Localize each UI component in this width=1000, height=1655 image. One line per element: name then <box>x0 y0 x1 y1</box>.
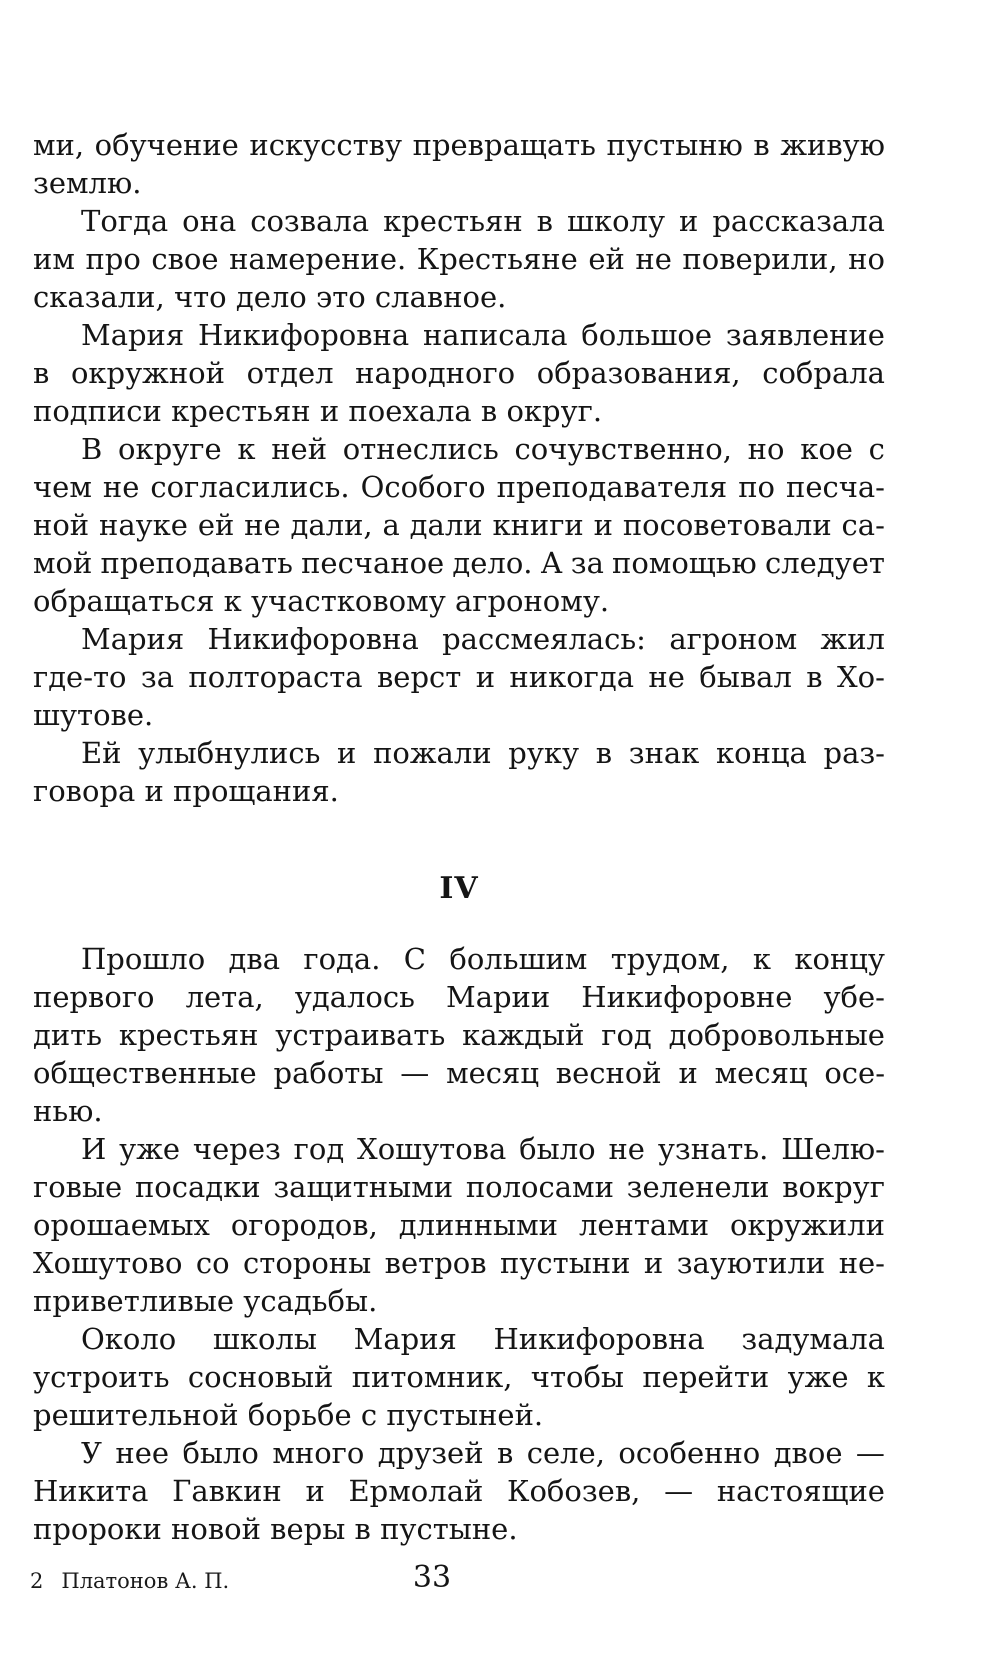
text-line: общественные работы — месяц весной и месяц осе- <box>33 1056 885 1090</box>
text-line: подписи крестьян и поехала в округ. <box>33 394 603 428</box>
text-line: Мария Никифоровна рассмеялась: агроном жил <box>81 622 885 656</box>
paragraph <box>33 1434 885 1548</box>
text-line: приветливые усадьбы. <box>33 1284 378 1318</box>
text-line: В округе к ней отнеслись сочувственно, но кое с <box>81 432 885 466</box>
text-line: Ей улыбнулись и пожали руку в знак конца раз- <box>81 736 885 770</box>
text-line: мой преподавать песчаное дело. А за помощью следует <box>33 546 885 580</box>
text-line: шутове. <box>33 698 154 732</box>
text-line: дить крестьян устраивать каждый год добровольные <box>33 1018 885 1052</box>
text-line: обращаться к участковому агроному. <box>33 584 610 618</box>
text-line: Хошутово со стороны ветров пустыни и зауютили не- <box>33 1246 885 1280</box>
section-heading: IV <box>439 871 479 906</box>
text-line: где-то за полтораста верст и никогда не бывал в Хо- <box>33 660 885 694</box>
text-line: нью. <box>33 1094 103 1128</box>
paragraph <box>33 126 885 202</box>
text-line: Никита Гавкин и Ермолай Кобозев, — настоящие <box>33 1474 885 1508</box>
text-line: чем не согласились. Особого преподавателя по песча- <box>33 470 885 504</box>
text-line: Тогда она созвала крестьян в школу и рассказала <box>81 204 885 238</box>
paragraph <box>33 620 885 734</box>
printer-signature <box>30 1566 229 1596</box>
paragraph <box>33 1130 885 1320</box>
paragraph <box>33 734 885 810</box>
text-line: решительной борьбе с пустыней. <box>33 1398 544 1432</box>
text-line: устроить сосновый питомник, чтобы перейти уже к <box>33 1360 885 1394</box>
text-line: в окружной отдел народного образования, собрала <box>33 356 885 390</box>
text-line: говые посадки защитными полосами зеленели вокруг <box>33 1170 885 1204</box>
text-line: сказали, что дело это славное. <box>33 280 507 314</box>
page-number: 33 <box>412 1560 452 1595</box>
signature-number: 2 <box>30 1569 44 1593</box>
text-line: Около школы Мария Никифоровна задумала <box>81 1322 885 1356</box>
paragraph <box>33 940 885 1130</box>
text-line: И уже через год Хошутова было не узнать. Шелю- <box>81 1132 885 1166</box>
signature-author: Платонов А. П. <box>61 1569 230 1593</box>
text-line: ной науке ей не дали, а дали книги и посоветовали са- <box>33 508 885 542</box>
text-line: ми, обучение искусству превращать пустыню в живую <box>33 128 885 162</box>
text-line: Прошло два года. С большим трудом, к концу <box>81 942 885 976</box>
text-line: орошаемых огородов, длинными лентами окружили <box>33 1208 885 1242</box>
text-line: Мария Никифоровна написала большое заявление <box>81 318 885 352</box>
paragraph <box>33 1320 885 1434</box>
text-line: пророки новой веры в пустыне. <box>33 1512 518 1546</box>
paragraph <box>33 430 885 620</box>
text-line: им про свое намерение. Крестьяне ей не поверили, но <box>33 242 885 276</box>
paragraph <box>33 202 885 316</box>
text-line: землю. <box>33 166 142 200</box>
text-line: первого лета, удалось Марии Никифоровне убе- <box>33 980 885 1014</box>
text-line: говора и прощания. <box>33 774 339 808</box>
paragraph <box>33 316 885 430</box>
page-text <box>33 126 885 1548</box>
text-line: У нее было много друзей в селе, особенно двое — <box>81 1436 885 1470</box>
